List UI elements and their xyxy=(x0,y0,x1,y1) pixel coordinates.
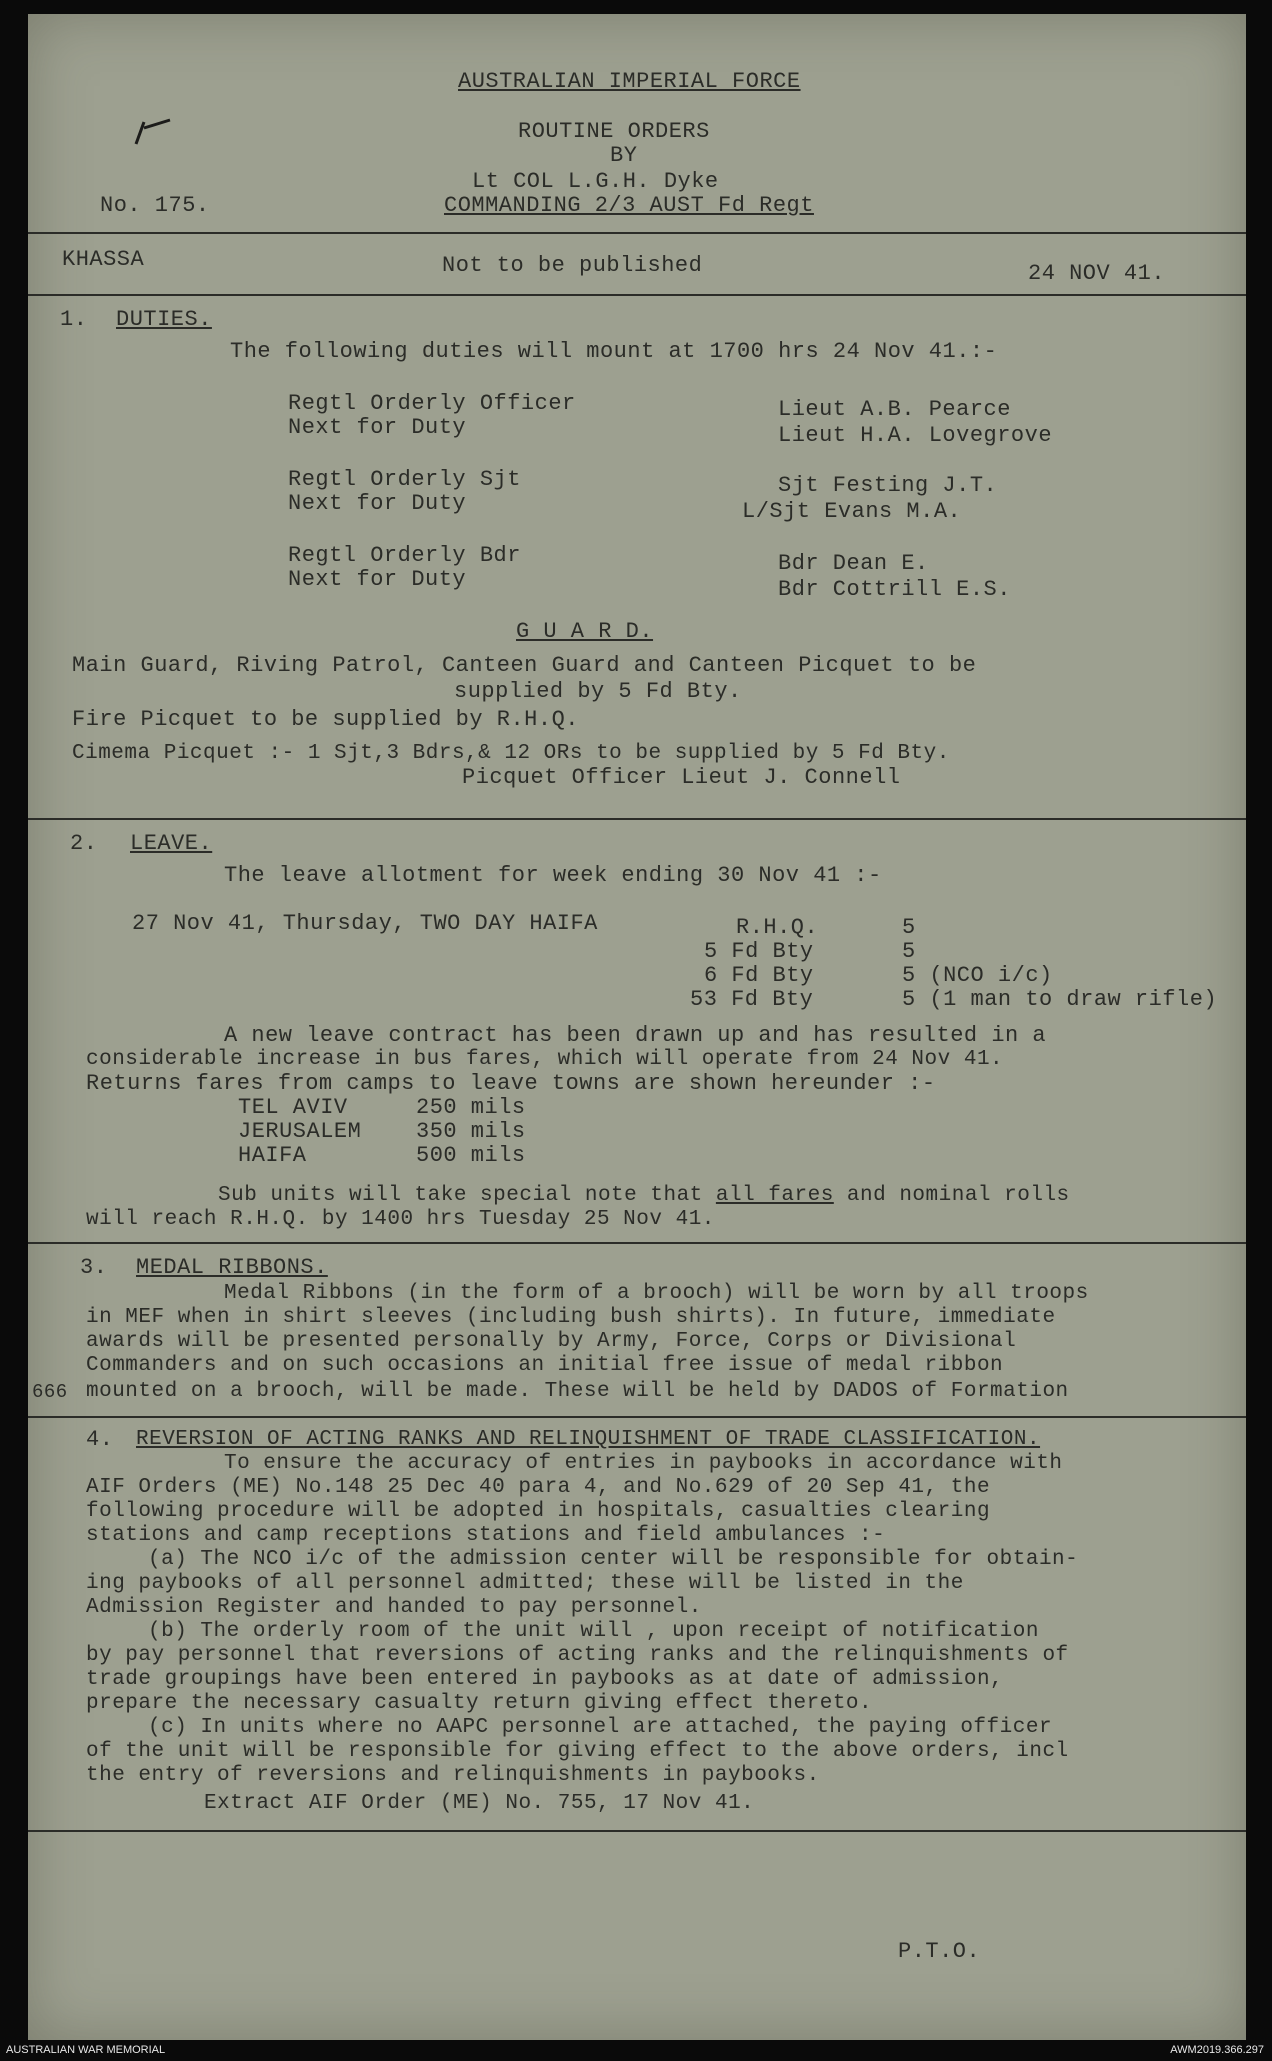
reversion-line: To ensure the accuracy of entries in paybooks in accordance with xyxy=(224,1452,1063,1475)
reversion-line: by pay personnel that reversions of acting ranks and the relinquishments of xyxy=(86,1644,1069,1667)
divider xyxy=(28,294,1246,296)
reversion-line: Extract AIF Order (ME) No. 755, 17 Nov 41. xyxy=(204,1792,755,1815)
duty-value: Bdr Cottrill E.S. xyxy=(778,577,1011,602)
leave-unit: 5 Fd Bty xyxy=(704,939,814,964)
reversion-line: following procedure will be adopted in hospitals, casualties clearing xyxy=(86,1500,991,1523)
medal-line: Medal Ribbons (in the form of a brooch) will be worn by all troops xyxy=(224,1282,1089,1305)
leave-count: 5 (1 man to draw rifle) xyxy=(902,987,1218,1012)
footer-right: AWM2019.366.297 xyxy=(1170,2044,1264,2056)
fare-town: HAIFA xyxy=(238,1143,307,1168)
medal-line: awards will be presented personally by Army, Force, Corps or Divisional xyxy=(86,1330,1017,1353)
pto-note: P.T.O. xyxy=(898,1939,981,1964)
guard-line: Main Guard, Riving Patrol, Canteen Guard and Canteen Picquet to be xyxy=(72,653,977,678)
duties-intro: The following duties will mount at 1700 hrs 24 Nov 41.:- xyxy=(230,339,998,364)
leave-count: 5 xyxy=(902,915,916,940)
reversion-line: (b) The orderly room of the unit will , upon receipt of notification xyxy=(148,1620,1039,1643)
publication-note: Not to be published xyxy=(442,253,703,278)
leave-count: 5 xyxy=(902,939,916,964)
duty-label: Next for Duty xyxy=(288,415,467,440)
guard-line: Cimema Picquet :- 1 Sjt,3 Bdrs,& 12 ORs to be supplied by 5 Fd Bty. xyxy=(72,742,950,765)
leave-note-text: and nominal rolls xyxy=(833,1184,1070,1207)
reversion-line: of the unit will be responsible for giving effect to the above orders, incl xyxy=(86,1740,1069,1763)
duty-label: Next for Duty xyxy=(288,491,467,516)
leave-unit: 6 Fd Bty xyxy=(704,963,814,988)
fare-amount: 500 mils xyxy=(416,1143,526,1168)
leave-note xyxy=(218,1184,1070,1208)
footer-left: AUSTRALIAN WAR MEMORIAL xyxy=(6,2044,166,2056)
leave-unit: 53 Fd Bty xyxy=(690,987,814,1012)
leave-paragraph: considerable increase in bus fares, which will operate from 24 Nov 41. xyxy=(86,1048,1004,1071)
section-1-number: 1. xyxy=(60,307,88,332)
duty-label: Regtl Orderly Bdr xyxy=(288,543,521,568)
force-title: AUSTRALIAN IMPERIAL FORCE xyxy=(458,69,801,94)
guard-line: supplied by 5 Fd Bty. xyxy=(454,679,742,704)
all-fares-emphasis: all fares xyxy=(715,1184,834,1207)
reversion-line: stations and camp receptions stations and field ambulances :- xyxy=(86,1524,886,1547)
section-2-number: 2. xyxy=(70,831,98,856)
section-2-title: LEAVE. xyxy=(130,831,213,856)
guard-line: Picquet Officer Lieut J. Connell xyxy=(462,765,901,790)
leave-paragraph: A new leave contract has been drawn up and has resulted in a xyxy=(224,1023,1047,1048)
medal-line: in MEF when in shirt sleeves (including bush shirts). In future, immediate xyxy=(86,1306,1056,1329)
duty-value: L/Sjt Evans M.A. xyxy=(742,499,962,524)
reversion-line: AIF Orders (ME) No.148 25 Dec 40 para 4, and No.629 of 20 Sep 41, the xyxy=(86,1476,991,1499)
leave-paragraph: Returns fares from camps to leave towns are shown hereunder :- xyxy=(86,1071,936,1096)
commanding-line: COMMANDING 2/3 AUST Fd Regt xyxy=(444,193,814,218)
reversion-line: the entry of reversions and relinquishments in paybooks. xyxy=(86,1764,820,1787)
fare-amount: 350 mils xyxy=(416,1119,526,1144)
medal-line: mounted on a brooch, will be made. These will be held by DADOS of Formation xyxy=(86,1380,1069,1403)
leave-trip: 27 Nov 41, Thursday, TWO DAY HAIFA xyxy=(132,911,598,936)
medal-line: Commanders and on such occasions an initial free issue of medal ribbon xyxy=(86,1354,1004,1377)
reversion-line: ing paybooks of all personnel admitted; these will be listed in the xyxy=(86,1572,964,1595)
section-4-number: 4. xyxy=(86,1427,114,1452)
duty-label: Regtl Orderly Sjt xyxy=(288,467,521,492)
fare-town: TEL AVIV xyxy=(238,1095,348,1120)
reversion-line: Admission Register and handed to pay personnel. xyxy=(86,1596,702,1619)
divider xyxy=(28,1830,1246,1832)
section-3-title: MEDAL RIBBONS. xyxy=(136,1255,328,1280)
routine-orders-title: ROUTINE ORDERS xyxy=(518,119,710,144)
divider xyxy=(28,1416,1246,1418)
duty-label: Regtl Orderly Officer xyxy=(288,391,576,416)
duty-value: Lieut A.B. Pearce xyxy=(778,397,1011,422)
leave-unit: R.H.Q. xyxy=(736,915,819,940)
divider xyxy=(28,1242,1246,1244)
leave-intro: The leave allotment for week ending 30 Nov 41 :- xyxy=(224,863,882,888)
section-3-number: 3. xyxy=(80,1255,108,1280)
fare-amount: 250 mils xyxy=(416,1095,526,1120)
leave-note: will reach R.H.Q. by 1400 hrs Tuesday 25 Nov 41. xyxy=(86,1208,715,1231)
reversion-line: (c) In units where no AAPC personnel are attached, the paying officer xyxy=(148,1716,1053,1739)
place: KHASSA xyxy=(62,247,145,272)
officer-name: Lt COL L.G.H. Dyke xyxy=(472,169,719,194)
duty-label: Next for Duty xyxy=(288,567,467,592)
document-page xyxy=(28,14,1246,2040)
reversion-line: (a) The NCO i/c of the admission center will be responsible for obtain- xyxy=(148,1548,1079,1571)
divider xyxy=(28,232,1246,234)
guard-line: Fire Picquet to be supplied by R.H.Q. xyxy=(72,707,579,732)
section-1-title: DUTIES. xyxy=(116,307,212,332)
ink-tick-mark xyxy=(130,118,174,148)
folio-number: 666 xyxy=(32,1381,68,1403)
by-line: BY xyxy=(610,143,638,168)
reversion-line: trade groupings have been entered in paybooks as at date of admission, xyxy=(86,1668,1004,1691)
fare-town: JERUSALEM xyxy=(238,1119,362,1144)
order-date: 24 NOV 41. xyxy=(1028,261,1166,286)
duty-value: Sjt Festing J.T. xyxy=(778,473,998,498)
leave-note-text: Sub units will take special note that xyxy=(218,1184,716,1207)
reversion-line: prepare the necessary casualty return giving effect thereto. xyxy=(86,1692,873,1715)
guard-heading: G U A R D. xyxy=(516,619,654,644)
divider xyxy=(28,818,1246,820)
duty-value: Lieut H.A. Lovegrove xyxy=(778,423,1053,448)
order-number: No. 175. xyxy=(100,193,210,218)
duty-value: Bdr Dean E. xyxy=(778,551,929,576)
leave-count: 5 (NCO i/c) xyxy=(902,963,1053,988)
section-4-title: REVERSION OF ACTING RANKS AND RELINQUISHMENT OF TRADE CLASSIFICATION. xyxy=(136,1428,1041,1451)
